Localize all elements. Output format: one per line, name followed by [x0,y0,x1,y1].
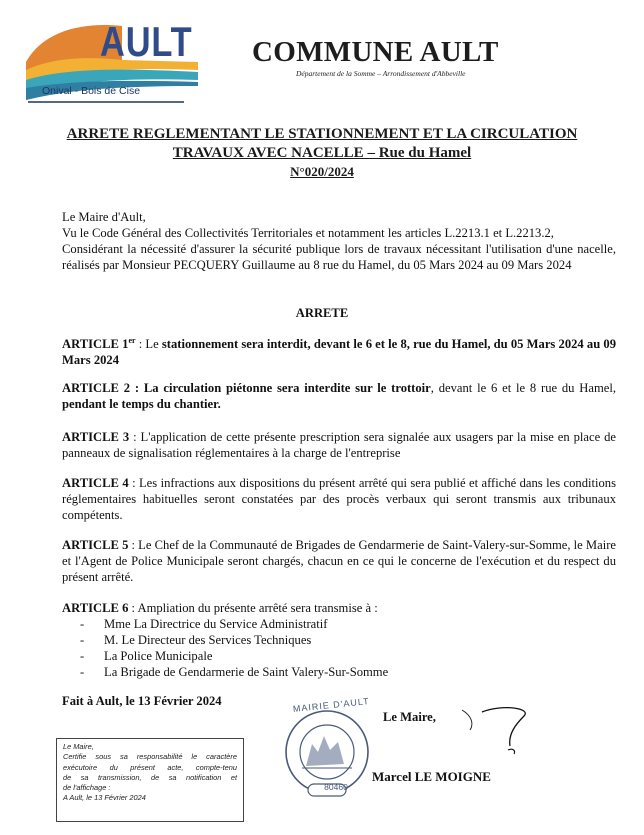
handwritten-signature [452,700,532,760]
article-2 [62,380,616,412]
cert-line: de l'affichage : [63,783,111,793]
cert-line: exécutoire du présent acte, compte-tenu [63,762,237,772]
article-3-label: ARTICLE 3 [62,430,130,444]
article-3-text: : L'application de cette présente prescription sera signalée aux usagers par la mise en place de panneaux de signalisation réglementaires à la charge de l'entreprise [62,430,616,460]
list-item [80,648,580,664]
article-1 [62,333,616,368]
recipient-label: La Police Municipale [104,649,213,663]
recipient-list [80,616,580,680]
place-date: Fait à Ault, le 13 Février 2024 [62,694,222,708]
article-4-text: : Les infractions aux dispositions du présent arrêté qui sera publié et affiché dans les conditions réglementaires habituelles seront constatées par des procès verbaux qui seront transmis aux tribunaux compétents. [62,476,616,522]
signature-title: Le Maire, [383,710,436,724]
article-6 [62,600,616,616]
article-1-text: stationnement sera interdit, devant le 6 et le 8, rue du Hamel, du 05 Mars 2024 au 09 Mars 2024 [62,337,616,368]
logo-wordmark: AULT [100,18,193,65]
article-5-text: : Le Chef de la Communauté de Brigades de Gendarmerie de Saint-Valery-sur-Somme, le Maire et l'Agent de Police Municipale seront chargés, chacun en ce qui le concerne de l'exécution et du respect du présent arrêté. [62,538,616,584]
article-2-text: , devant le 6 et le 8 rue du Hamel, [430,381,617,395]
list-item [80,616,580,632]
article-2-bold-1: : La circulation piétonne sera interdite sur le trottoir [130,381,431,395]
article-2-bold-2: pendant le temps du chantier. [62,397,221,411]
cert-line: Certifie sous sa responsabilité le caractère [63,752,237,762]
article-6-label: ARTICLE 6 [62,601,129,615]
recipient-label: M. Le Directeur des Services Techniques [104,633,312,647]
department-line: Département de la Somme – Arrondissement d'Abbeville [296,69,466,78]
cert-line: Le Maire, [63,742,94,751]
list-item [80,632,580,648]
certification-box [56,738,244,822]
preamble-considerant: Considérant la nécessité d'assurer la sécurité publique lors de travaux nécessitant l'utilisation d'une nacelle, réalisés par Monsieur PECQUERY Guillaume au 8 rue du Hamel, du 05 Mars 2024 au 09 Mars 2024 [62,242,616,272]
article-1-sep: : Le [135,337,162,352]
preamble-mayor: Le Maire d'Ault, [62,210,146,224]
article-2-label: ARTICLE 2 [62,381,131,395]
article-5-label: ARTICLE 5 [62,538,129,552]
dash: - [80,633,85,647]
recipient-label: Mme La Directrice du Service Administratif [104,617,328,631]
preamble-vu: Vu le Code Général des Collectivités Territoriales et notamment les articles L.2213.1 et L.2213.2, [62,226,554,240]
stamp-postcode: 80460 [324,782,348,792]
article-4-label: ARTICLE 4 [62,476,129,490]
article-1-sup: er [128,336,136,345]
decree-number: N°020/2024 [290,164,354,179]
dash: - [80,617,85,631]
arrete-heading: ARRETE [295,306,349,320]
cert-line: A Ault, le 13 Février 2024 [63,793,146,803]
article-3 [62,429,616,461]
dash: - [80,665,85,679]
title-line-2: TRAVAUX AVEC NACELLE – Rue du Hamel [172,145,472,161]
dash: - [80,649,85,663]
recipient-label: La Brigade de Gendarmerie de Saint Valery-Sur-Somme [104,665,389,679]
signatory-name: Marcel LE MOIGNE [372,769,491,784]
stamp-top-text: MAIRIE D'AULT [292,696,371,715]
title-line-1: ARRETE REGLEMENTANT LE STATIONNEMENT ET LA CIRCULATION [66,126,578,142]
article-1-label: ARTICLE 1 [62,337,129,352]
preamble [62,209,616,273]
article-5 [62,537,616,585]
list-item [80,664,580,680]
logo-tagline: Onival - Bois de Cise [42,85,141,97]
article-6-text: : Ampliation du présente arrêté sera transmise à : [128,601,378,615]
cert-line: de sa transmission, de sa notification et [63,772,237,782]
article-4 [62,475,616,523]
commune-heading: COMMUNE AULT [252,36,499,68]
